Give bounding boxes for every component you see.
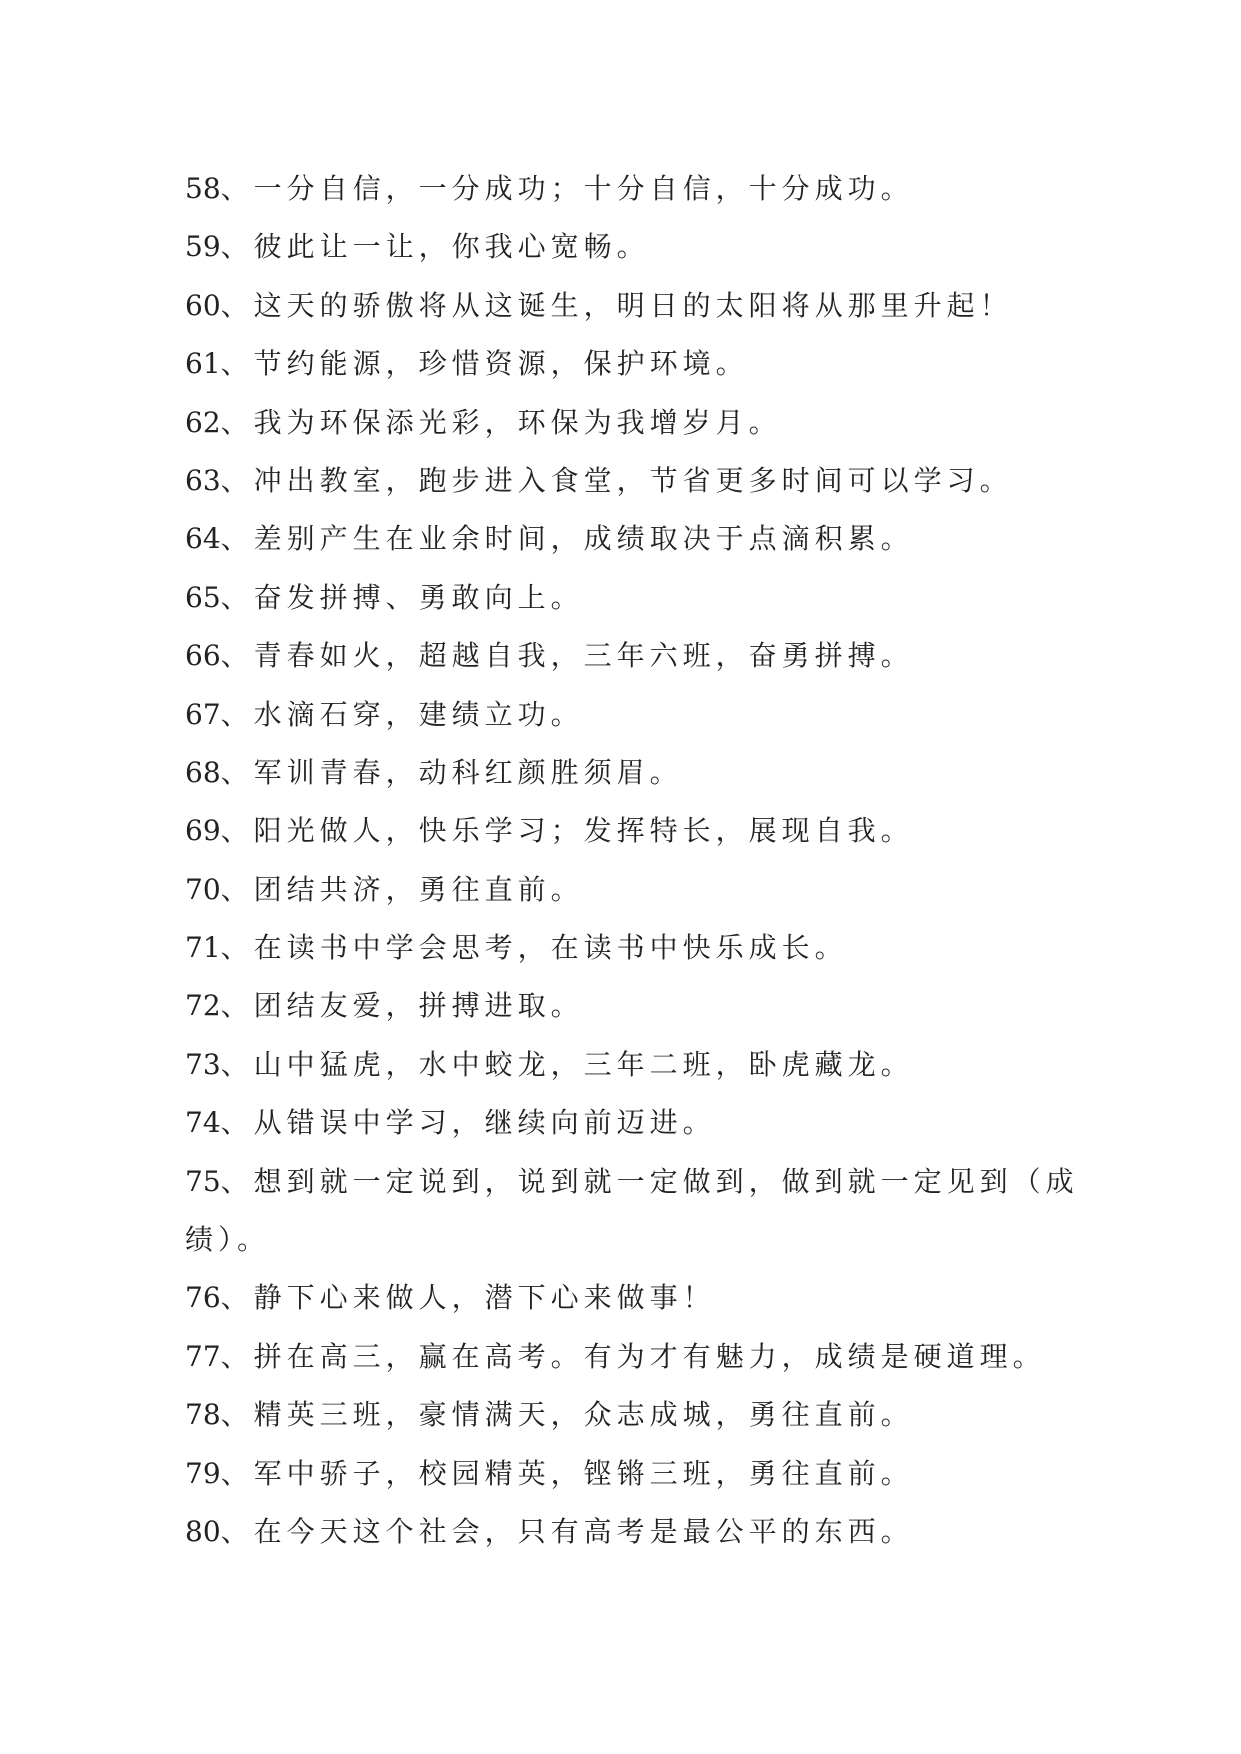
item-text: 、从错误中学习，继续向前迈进。 (220, 1106, 716, 1140)
list-item (185, 1036, 1085, 1094)
item-number: 66 (185, 639, 221, 673)
item-text: 、军中骄子，校园精英，铿锵三班，勇往直前。 (220, 1456, 914, 1490)
item-number: 73 (185, 1047, 221, 1081)
item-number: 75 (185, 1164, 221, 1198)
item-number: 65 (185, 580, 221, 614)
list-item (185, 1328, 1085, 1386)
list-item (185, 1386, 1085, 1444)
item-text: 、山中猛虎，水中蛟龙，三年二班，卧虎藏龙。 (220, 1047, 914, 1081)
list-item (185, 452, 1085, 510)
list-item (185, 1269, 1085, 1327)
list-item (185, 569, 1085, 627)
item-text: 、水滴石穿，建绩立功。 (220, 697, 584, 731)
list-item (185, 510, 1085, 568)
item-number: 67 (185, 697, 221, 731)
item-text: 、差别产生在业余时间，成绩取决于点滴积累。 (220, 522, 914, 556)
item-text: 、在读书中学会思考，在读书中快乐成长。 (220, 931, 848, 965)
list-item (185, 335, 1085, 393)
item-text: 、团结共济，勇往直前。 (220, 872, 584, 906)
item-number: 72 (185, 989, 221, 1023)
item-text: 、奋发拼搏、勇敢向上。 (220, 580, 584, 614)
list-item (185, 919, 1085, 977)
item-number: 76 (185, 1281, 221, 1315)
item-number: 77 (185, 1339, 221, 1373)
item-number: 78 (185, 1398, 221, 1432)
item-number: 70 (185, 872, 221, 906)
item-text: 、拼在高三，赢在高考。有为才有魅力，成绩是硬道理。 (220, 1339, 1046, 1373)
list-item (185, 1153, 1085, 1270)
item-number: 64 (185, 522, 221, 556)
list-item (185, 1503, 1085, 1561)
item-number: 79 (185, 1456, 221, 1490)
item-number: 58 (185, 172, 221, 205)
item-text: 、我为环保添光彩，环保为我增岁月。 (220, 405, 782, 439)
list-item (185, 802, 1085, 860)
item-text: 、想到就一定说到，说到就一定做到，做到就一定见到（成绩）。 (185, 1164, 1079, 1257)
item-text: 、在今天这个社会，只有高考是最公平的东西。 (220, 1515, 914, 1549)
item-text: 、团结友爱，拼搏进取。 (220, 989, 584, 1023)
list-item (185, 861, 1085, 919)
item-number: 60 (185, 288, 221, 322)
list-item (185, 1094, 1085, 1152)
item-number: 59 (185, 230, 221, 264)
list-item (185, 977, 1085, 1035)
slogan-list (185, 160, 1085, 1561)
item-number: 62 (185, 405, 221, 439)
list-item (185, 686, 1085, 744)
item-text: 、军训青春，动科红颜胜须眉。 (220, 755, 683, 789)
item-text: 、一分自信，一分成功；十分自信，十分成功。 (220, 172, 914, 205)
item-number: 63 (185, 463, 221, 497)
item-number: 69 (185, 814, 221, 848)
item-text: 、阳光做人，快乐学习；发挥特长，展现自我。 (220, 814, 914, 848)
item-text: 、精英三班，豪情满天，众志成城，勇往直前。 (220, 1398, 914, 1432)
item-number: 80 (185, 1515, 221, 1549)
item-number: 68 (185, 755, 221, 789)
item-text: 、彼此让一让，你我心宽畅。 (220, 230, 650, 264)
item-text: 、这天的骄傲将从这诞生，明日的太阳将从那里升起！ (220, 288, 1013, 322)
list-item (185, 744, 1085, 802)
item-text: 、静下心来做人，潜下心来做事！ (220, 1281, 716, 1315)
item-number: 61 (185, 347, 221, 381)
list-item (185, 277, 1085, 335)
list-item (185, 218, 1085, 276)
item-text: 、节约能源，珍惜资源，保护环境。 (220, 347, 749, 381)
item-number: 74 (185, 1106, 221, 1140)
list-item (185, 1445, 1085, 1503)
item-text: 、冲出教室，跑步进入食堂，节省更多时间可以学习。 (220, 463, 1013, 497)
list-item (185, 160, 1085, 218)
list-item (185, 394, 1085, 452)
item-text: 、青春如火，超越自我，三年六班，奋勇拼搏。 (220, 639, 914, 673)
item-number: 71 (185, 931, 221, 965)
list-item (185, 627, 1085, 685)
